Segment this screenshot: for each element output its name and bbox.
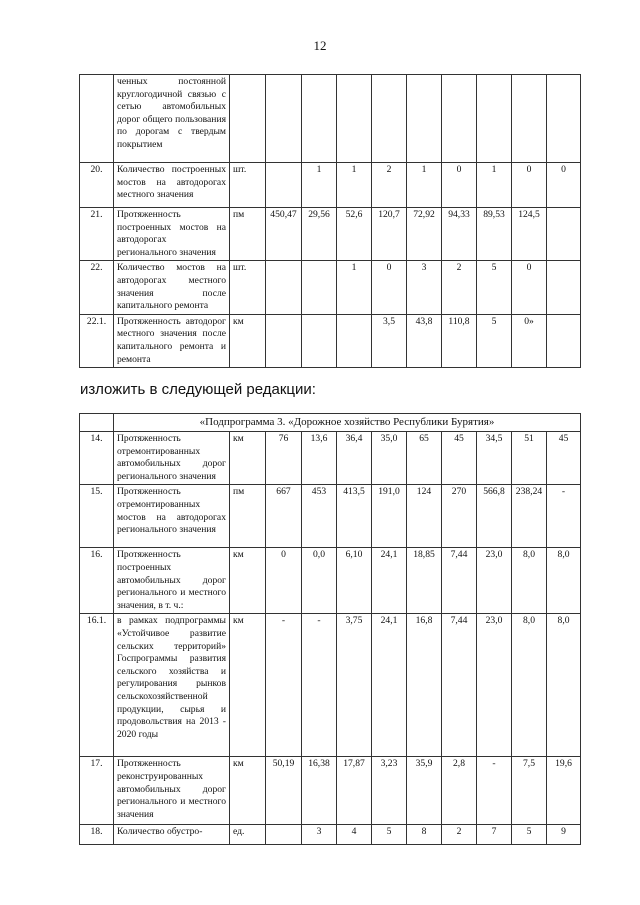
value-cell: 9	[547, 825, 581, 845]
row-number-cell: 15.	[80, 485, 114, 548]
value-cell: 8,0	[547, 548, 581, 614]
page-number: 12	[313, 38, 327, 53]
value-cell: 124	[407, 485, 442, 548]
value-cell: 6,10	[337, 548, 372, 614]
value-cell	[337, 314, 372, 367]
value-cell: 5	[512, 825, 547, 845]
value-cell: 450,47	[266, 208, 302, 261]
value-cell	[266, 825, 302, 845]
row-number-cell: 20.	[80, 163, 114, 208]
value-cell: 110,8	[442, 314, 477, 367]
table-row	[80, 163, 581, 208]
value-cell: 51	[512, 432, 547, 485]
value-cell: 8,0	[512, 548, 547, 614]
row-number-cell: 17.	[80, 757, 114, 825]
value-cell: 94,33	[442, 208, 477, 261]
value-cell: 13,6	[302, 432, 337, 485]
value-cell: 1	[477, 163, 512, 208]
indicator-name-cell: Протяженность автодорог местного значения после капитального ремонта и ремонта	[114, 314, 230, 367]
unit-cell: км	[230, 548, 266, 614]
table-row	[80, 825, 581, 845]
subprogram-subtitle: «Подпрограмма 3. «Дорожное хозяйство Республики Бурятия»	[114, 414, 581, 432]
table-row	[80, 757, 581, 825]
value-cell: -	[477, 757, 512, 825]
value-cell: 65	[407, 432, 442, 485]
value-cell: 76	[266, 432, 302, 485]
value-cell: 16,38	[302, 757, 337, 825]
value-cell: 0	[512, 261, 547, 314]
value-cell: 2,8	[442, 757, 477, 825]
value-cell: 7	[477, 825, 512, 845]
value-cell: 7,5	[512, 757, 547, 825]
table-row	[80, 548, 581, 614]
value-cell: 52,6	[337, 208, 372, 261]
unit-cell: шт.	[230, 261, 266, 314]
value-cell: 0	[266, 548, 302, 614]
value-cell: 413,5	[337, 485, 372, 548]
value-cell: 16,8	[407, 614, 442, 757]
value-cell	[477, 75, 512, 163]
value-cell	[547, 314, 581, 367]
value-cell: 89,53	[477, 208, 512, 261]
unit-cell: км	[230, 757, 266, 825]
value-cell: 0»	[512, 314, 547, 367]
value-cell: -	[266, 614, 302, 757]
value-cell: 8,0	[547, 614, 581, 757]
value-cell: 2	[372, 163, 407, 208]
value-cell: 36,4	[337, 432, 372, 485]
value-cell	[407, 75, 442, 163]
value-cell: 1	[302, 163, 337, 208]
value-cell	[266, 163, 302, 208]
value-cell: 238,24	[512, 485, 547, 548]
value-cell: 8,0	[512, 614, 547, 757]
row-number-cell: 21.	[80, 208, 114, 261]
value-cell	[547, 261, 581, 314]
value-cell	[547, 75, 581, 163]
value-cell: 43,8	[407, 314, 442, 367]
value-cell: 566,8	[477, 485, 512, 548]
indicator-table-top	[79, 74, 581, 368]
indicator-table-bottom	[79, 413, 581, 845]
row-number-cell: 16.1.	[80, 614, 114, 757]
indicator-name-cell: в рамках подпрограммы «Устойчивое развитие сельских территорий» Госпрограммы развития сельского хозяйства и регулирования рынков сельскохозяйственной продукции, сырья и продовольствия на 2013 - 2020 годы	[114, 614, 230, 757]
value-cell: 2	[442, 825, 477, 845]
value-cell: 7,44	[442, 614, 477, 757]
value-cell: 191,0	[372, 485, 407, 548]
table-row	[80, 314, 581, 367]
value-cell: 45	[442, 432, 477, 485]
value-cell: 0	[442, 163, 477, 208]
row-number-cell: 22.	[80, 261, 114, 314]
value-cell: 29,56	[302, 208, 337, 261]
value-cell: 2	[442, 261, 477, 314]
value-cell: 24,1	[372, 614, 407, 757]
row-number-cell: 16.	[80, 548, 114, 614]
table-row	[80, 614, 581, 757]
row-number-cell: 18.	[80, 825, 114, 845]
value-cell: 50,19	[266, 757, 302, 825]
indicator-name-cell: Протяженность построенных автомобильных дорог регионального и местного значения, в т. ч.:	[114, 548, 230, 614]
value-cell: 35,0	[372, 432, 407, 485]
row-number-cell	[80, 75, 114, 163]
value-cell: 1	[337, 163, 372, 208]
table-row	[80, 75, 581, 163]
unit-cell: ед.	[230, 825, 266, 845]
value-cell: 5	[477, 261, 512, 314]
table-row	[80, 432, 581, 485]
subtitle-spacer-cell	[80, 414, 114, 432]
indicator-name-cell: Протяженность отремонтированных мостов на автодорогах регионального значения	[114, 485, 230, 548]
value-cell: 270	[442, 485, 477, 548]
value-cell: 23,0	[477, 614, 512, 757]
value-cell	[302, 75, 337, 163]
value-cell	[266, 314, 302, 367]
table-row	[80, 485, 581, 548]
subtitle-row	[80, 414, 581, 432]
value-cell: 7,44	[442, 548, 477, 614]
value-cell: 0	[512, 163, 547, 208]
value-cell: 0	[372, 261, 407, 314]
indicator-name-cell: Протяженность реконструированных автомобильных дорог регионального и местного значения	[114, 757, 230, 825]
value-cell: 3,75	[337, 614, 372, 757]
indicator-name-cell: ченных постоянной круглогодичной связью с сетью автомобильных дорог общего пользования по дорогам с твердым покрытием	[114, 75, 230, 163]
value-cell	[442, 75, 477, 163]
value-cell	[337, 75, 372, 163]
value-cell: 453	[302, 485, 337, 548]
value-cell: 24,1	[372, 548, 407, 614]
value-cell: 35,9	[407, 757, 442, 825]
value-cell: 17,87	[337, 757, 372, 825]
value-cell: 124,5	[512, 208, 547, 261]
value-cell: 3,5	[372, 314, 407, 367]
indicator-name-cell: Протяженность отремонтированных автомобильных дорог регионального значения	[114, 432, 230, 485]
indicator-name-cell: Количество обустро-	[114, 825, 230, 845]
table-row	[80, 261, 581, 314]
value-cell: 8	[407, 825, 442, 845]
value-cell: -	[302, 614, 337, 757]
value-cell: 19,6	[547, 757, 581, 825]
value-cell: 18,85	[407, 548, 442, 614]
value-cell: 1	[407, 163, 442, 208]
value-cell: 3	[407, 261, 442, 314]
unit-cell: пм	[230, 485, 266, 548]
value-cell	[302, 261, 337, 314]
value-cell: 45	[547, 432, 581, 485]
value-cell: 23,0	[477, 548, 512, 614]
unit-cell: шт.	[230, 163, 266, 208]
value-cell: 0	[547, 163, 581, 208]
table-row	[80, 208, 581, 261]
unit-cell	[230, 75, 266, 163]
value-cell: 667	[266, 485, 302, 548]
value-cell: 5	[372, 825, 407, 845]
unit-cell: км	[230, 314, 266, 367]
value-cell	[547, 208, 581, 261]
value-cell: 0,0	[302, 548, 337, 614]
value-cell: 34,5	[477, 432, 512, 485]
value-cell: 120,7	[372, 208, 407, 261]
value-cell: 4	[337, 825, 372, 845]
value-cell: 3	[302, 825, 337, 845]
value-cell: 3,23	[372, 757, 407, 825]
unit-cell: пм	[230, 208, 266, 261]
value-cell	[266, 75, 302, 163]
value-cell	[302, 314, 337, 367]
unit-cell: км	[230, 614, 266, 757]
value-cell	[372, 75, 407, 163]
row-number-cell: 14.	[80, 432, 114, 485]
indicator-name-cell: Количество мостов на автодорогах местного значения после капитального ремонта	[114, 261, 230, 314]
value-cell: 72,92	[407, 208, 442, 261]
value-cell	[266, 261, 302, 314]
value-cell: 5	[477, 314, 512, 367]
value-cell: -	[547, 485, 581, 548]
value-cell: 1	[337, 261, 372, 314]
indicator-name-cell: Количество построенных мостов на автодорогах местного значения	[114, 163, 230, 208]
unit-cell: км	[230, 432, 266, 485]
value-cell	[512, 75, 547, 163]
intro-text: изложить в следующей редакции:	[80, 381, 316, 398]
row-number-cell: 22.1.	[80, 314, 114, 367]
indicator-name-cell: Протяженность построенных мостов на автодорогах регионального значения	[114, 208, 230, 261]
